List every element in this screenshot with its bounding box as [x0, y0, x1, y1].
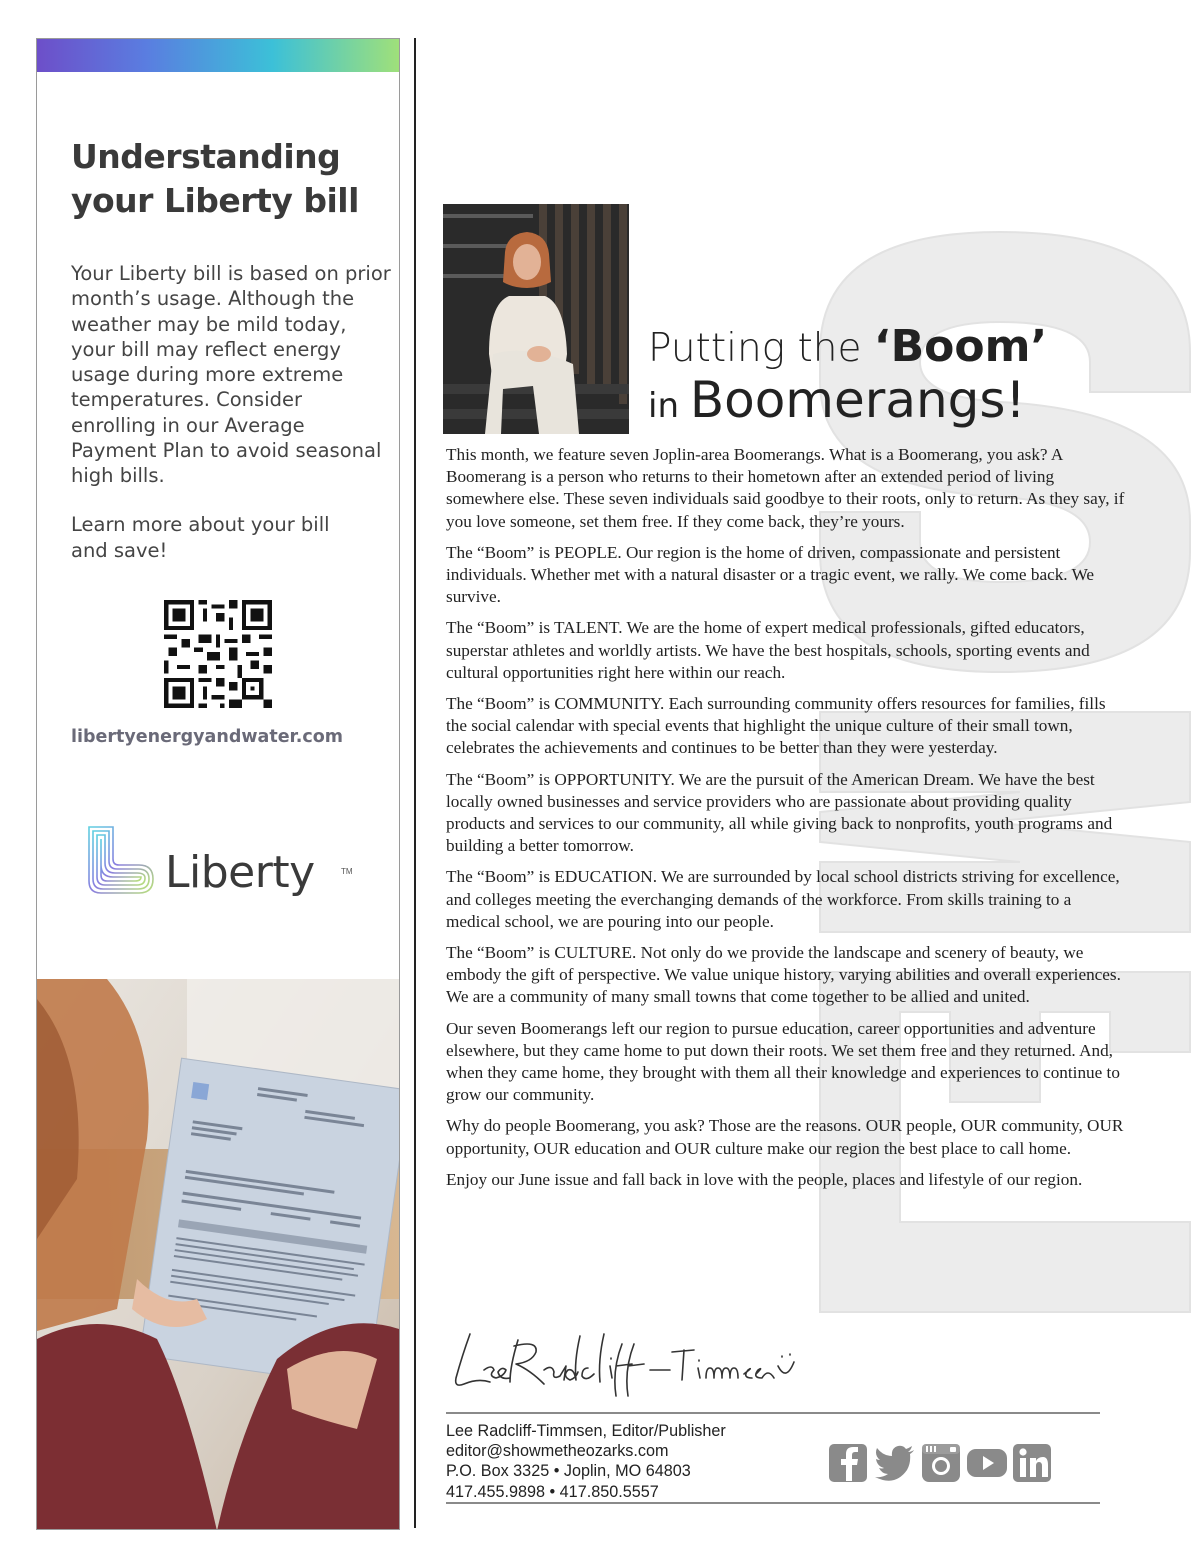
headline-boomerangs: Boomerangs!	[689, 371, 1026, 429]
ad-title-line1: Understanding	[71, 137, 341, 176]
column-divider	[414, 38, 416, 1528]
qr-code-icon[interactable]	[164, 600, 272, 708]
paragraph: The “Boom” is COMMUNITY. Each surrounding community offers resources for families, fills the social calendar with special events that highlight the unique culture of their small town, celebrates the achievements and continues to be better than they were yesterday.	[446, 694, 1106, 758]
contact-top-rule	[446, 1412, 1100, 1414]
ad-learn-more: Learn more about your bill and save!	[71, 513, 330, 562]
headline-boom: ‘Boom’	[873, 321, 1048, 372]
social-icons	[828, 1440, 1054, 1484]
editor-name-title: Lee Radcliff-Timmsen, Editor/Publisher	[446, 1422, 726, 1440]
linkedin-icon[interactable]	[1012, 1441, 1054, 1483]
twitter-icon[interactable]	[874, 1441, 916, 1483]
facebook-icon[interactable]	[828, 1441, 870, 1483]
paragraph: The “Boom” is OPPORTUNITY. We are the pursuit of the American Dream. We have the best locally owned businesses and service providers who are passionate about providing quality products and services to our community, all while giving back to nonprofits, youth programs and building a better tomorrow.	[446, 769, 1113, 856]
paragraph: Enjoy our June issue and fall back in love with the people, places and lifestyle of our region.	[446, 1169, 1083, 1189]
paragraph: The “Boom” is CULTURE. Not only do we provide the landscape and scenery of beauty, we embody the gift of perspective. We value unique history, varying abilities and overall experiences. We are a community of many small towns that come together to be allied and united.	[446, 943, 1121, 1007]
mailing-address: P.O. Box 3325 • Joplin, MO 64803	[446, 1462, 691, 1481]
ad-title	[71, 135, 391, 223]
bill-reading-photo	[37, 979, 399, 1530]
headline-prefix: Putting the	[648, 326, 874, 371]
paragraph: The “Boom” is PEOPLE. Our region is the home of driven, compassionate and persistent individuals. Whether met with a natural disaster or a tragic event, we rally. We come back. We survive.	[446, 542, 1095, 607]
liberty-logo-text: Liberty	[165, 847, 315, 898]
ad-body-text: Your Liberty bill is based on prior month’s usage. Although the weather may be mild today, your bill may reflect energy usage during more extreme temperatures. Consider enrolling in our Average Payment Plan to avoid seasonal high bills.	[71, 262, 391, 488]
paragraph: Why do people Boomerang, you ask? Those are the reasons. OUR people, OUR community, OUR opportunity, OUR education and OUR culture make our region the best place to call home.	[446, 1116, 1124, 1158]
ad-title-line2: your Liberty bill	[71, 181, 359, 220]
contact-block	[446, 1421, 726, 1502]
logo-trademark: TM	[341, 867, 353, 876]
paragraph: The “Boom” is TALENT. We are the home of expert medical professionals, gifted educators, superstar athletes and worldly artists. We have the best hospitals, schools, sporting events and cultural opportunities right here within our reach.	[446, 618, 1090, 682]
paragraph: This month, we feature seven Joplin-area Boomerangs. What is a Boomerang, you ask? A Boomerang is a person who returns to their hometown after an extended period of living somewhere else. These seven individuals said goodbye to their roots, only to return. As they say, if you love someone, set them free. If they come back, they’re yours.	[446, 445, 1125, 531]
article-headline	[648, 322, 1047, 432]
liberty-advertisement	[36, 38, 400, 1530]
contact-bottom-rule	[446, 1502, 1100, 1504]
phone-numbers: 417.455.9898 • 417.850.5557	[446, 1482, 659, 1501]
liberty-logo-icon	[83, 823, 157, 897]
editor-signature	[448, 1326, 798, 1398]
paragraph: The “Boom” is EDUCATION. We are surrounded by local school districts striving for excellence, and colleges meeting the everchanging demands of the workforce. From skills training to a medical school, we are pouring into our people.	[446, 867, 1120, 931]
headline-in: in	[648, 386, 690, 426]
ad-gradient-bar	[37, 39, 399, 72]
instagram-icon[interactable]	[920, 1441, 962, 1483]
editor-email-link[interactable]: editor@showmetheozarks.com	[446, 1442, 669, 1461]
editor-letter	[446, 444, 1126, 1200]
paragraph: Our seven Boomerangs left our region to pursue education, career opportunities and adventure elsewhere, but they came home to put down their roots. We set them free and they returned. And, when they came home, they brought with them all their knowledge and experiences to continue to grow our community.	[446, 1018, 1120, 1105]
ad-website-link[interactable]: libertyenergyandwater.com	[71, 727, 343, 747]
youtube-icon[interactable]	[966, 1441, 1008, 1483]
editor-portrait-photo	[443, 204, 629, 434]
